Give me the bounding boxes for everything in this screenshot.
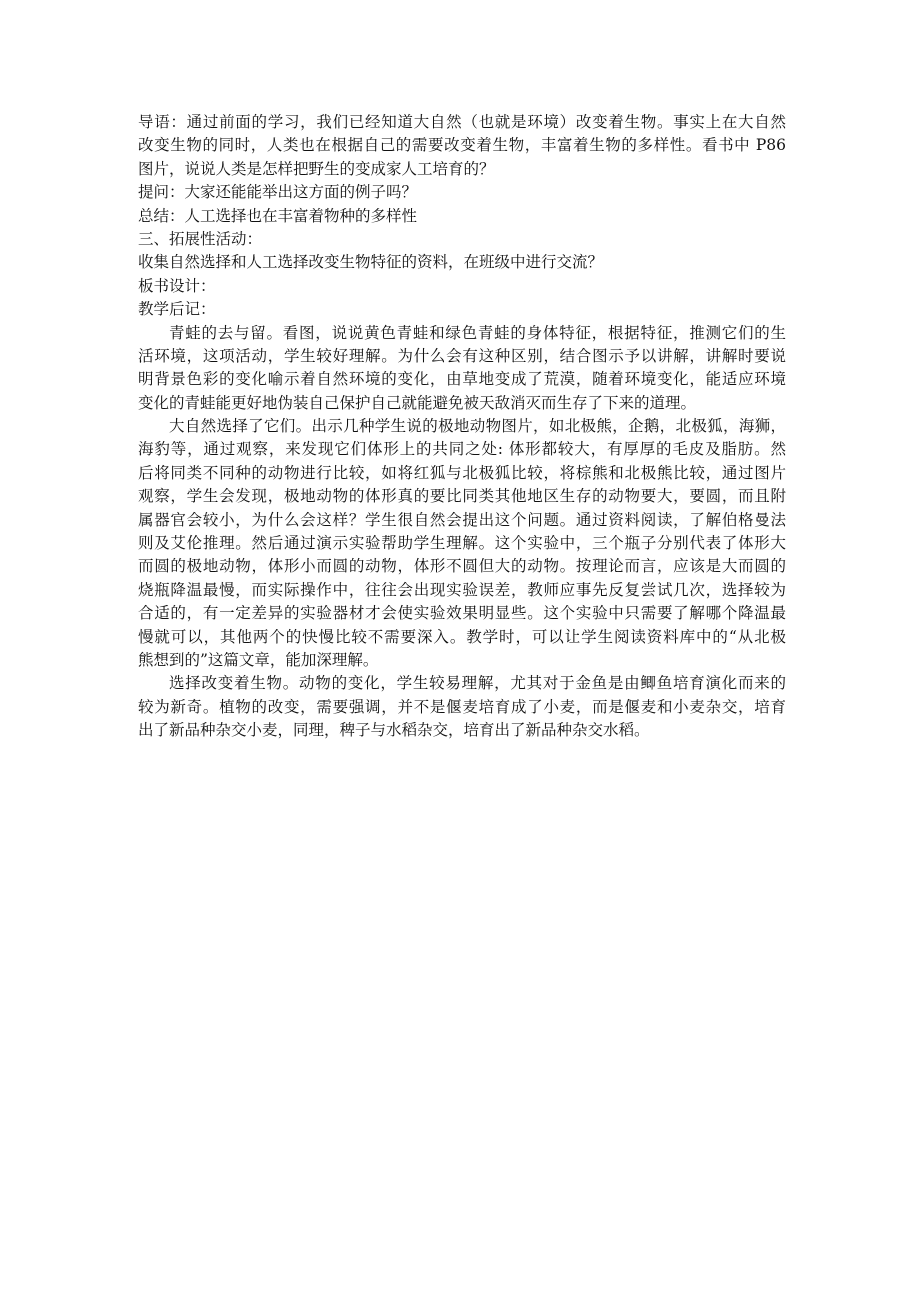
paragraph-line: 大自然选择了它们。出示几种学生说的极地动物图片，如北极熊，企鹅，北极狐，海狮， [169, 417, 786, 436]
intro-line: 改变生物的同时，人类也在根据自己的需要改变着生物，丰富着生物的多样性。看书中 P86 [138, 136, 786, 155]
summary-line: 总结：人工选择也在丰富着物种的多样性 [138, 206, 418, 225]
paragraph-line: 青蛙的去与留。看图，说说黄色青蛙和绿色青蛙的身体特征，根据特征，推测它们的生 [169, 323, 786, 342]
paragraph-line: 合适的，有一定差异的实验器材才会使实验效果明显些。这个实验中只需要了解哪个降温最 [138, 604, 786, 623]
paragraph-line: 明背景色彩的变化喻示着自然环境的变化，由草地变成了荒漠，随着环境变化，能适应环境 [138, 370, 786, 389]
question-line: 提问：大家还能能举出这方面的例子吗？ [138, 183, 418, 202]
paragraph-line: 选择改变着生物。动物的变化，学生较易理解，尤其对于金鱼是由鲫鱼培育演化而来的 [169, 674, 786, 693]
paragraph-line: 变化的青蛙能更好地伪装自己保护自己就能避免被天敌消灭而生存了下来的道理。 [138, 393, 697, 412]
postscript-heading: 教学后记： [138, 300, 216, 319]
section-heading: 三、拓展性活动： [138, 229, 263, 248]
board-design-heading: 板书设计： [138, 276, 216, 295]
paragraph-line: 观察，学生会发现，极地动物的体形真的要比同类其他地区生存的动物要大，要圆，而且附 [138, 487, 786, 506]
paragraph-line: 属器官会较小，为什么会这样？学生很自然会提出这个问题。通过资料阅读，了解伯格曼法 [138, 510, 786, 529]
paragraph-line: 则及艾伦推理。然后通过演示实验帮助学生理解。这个实验中，三个瓶子分别代表了体形大 [138, 534, 786, 553]
intro-line: 导语：通过前面的学习，我们已经知道大自然（也就是环境）改变着生物。事实上在大自然 [138, 113, 786, 131]
paragraph-line: 烧瓶降温最慢，而实际操作中，往往会出现实验误差，教师应事先反复尝试几次，选择较为 [138, 580, 786, 599]
activity-line: 收集自然选择和人工选择改变生物特征的资料，在班级中进行交流？ [138, 253, 604, 272]
paragraph-line: 后将同类不同种的动物进行比较，如将红狐与北极狐比较，将棕熊和北极熊比较，通过图片 [138, 463, 786, 482]
document-body [138, 111, 786, 743]
paragraph-line: 熊想到的”这篇文章，能加深理解。 [138, 650, 379, 669]
paragraph-line: 出了新品种杂交小麦，同理，稗子与水稻杂交，培育出了新品种杂交水稻。 [138, 721, 650, 740]
paragraph-line: 慢就可以，其他两个的快慢比较不需要深入。教学时，可以让学生阅读资料库中的“从北极 [138, 627, 786, 646]
paragraph-line: 较为新奇。植物的改变，需要强调，并不是偃麦培育成了小麦，而是偃麦和小麦杂交，培育 [138, 697, 786, 716]
paragraph-line: 海豹等，通过观察，来发现它们体形上的共同之处: 体形都较大，有厚厚的毛皮及脂肪。然 [138, 440, 786, 459]
paragraph-line: 而圆的极地动物，体形小而圆的动物，体形不圆但大的动物。按理论而言，应该是大而圆的 [138, 557, 786, 576]
intro-line: 图片，说说人类是怎样把野生的变成家人工培育的？ [138, 159, 495, 178]
paragraph-line: 活环境，这项活动，学生较好理解。为什么会有这种区别，结合图示予以讲解，讲解时要说 [138, 346, 786, 365]
